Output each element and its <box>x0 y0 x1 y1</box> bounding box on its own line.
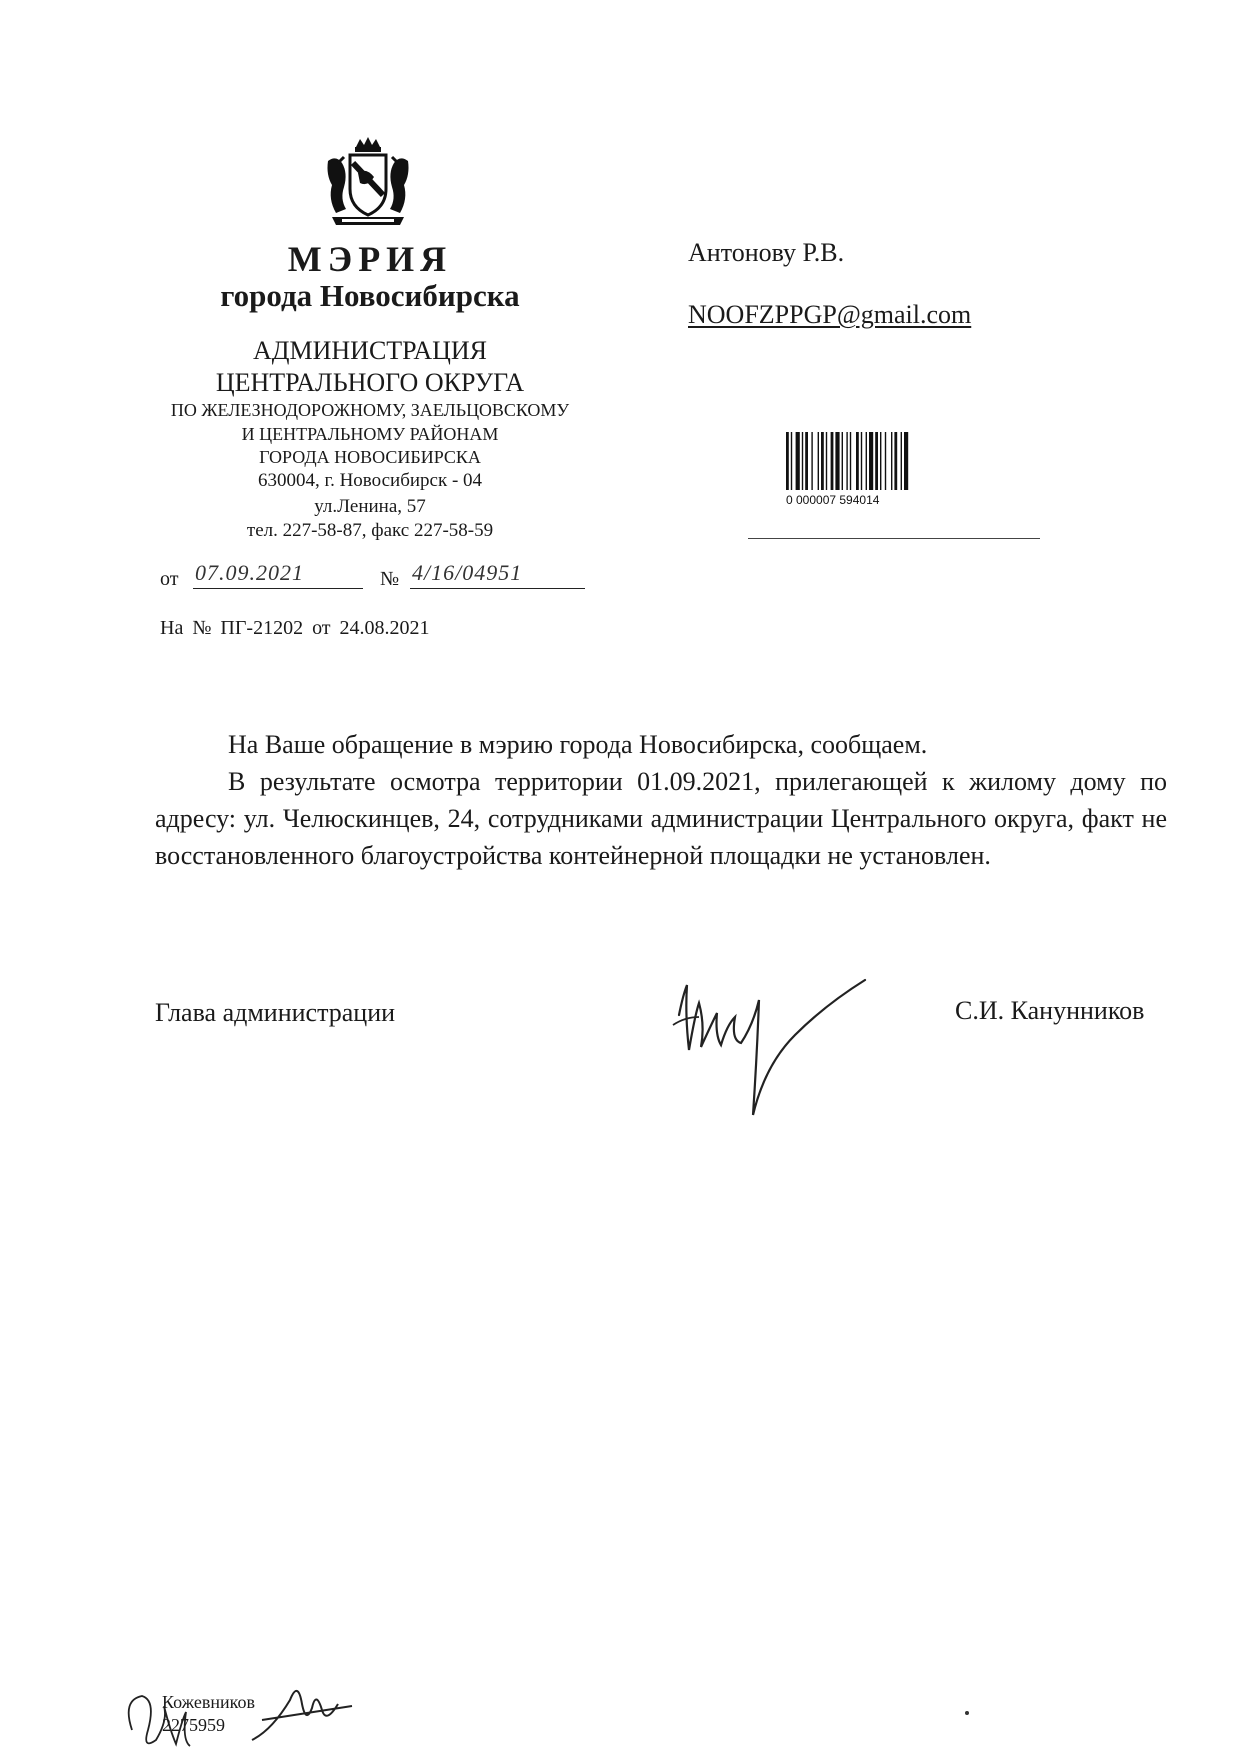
district-line: ГОРОДА НОВОСИБИРСКА <box>259 447 481 467</box>
body-paragraph: В результате осмотра территории 01.09.2021, прилегающей к жилому дому по адресу: ул. Челюскинцев, 24, сотрудниками администрации Центрального округа, факт не восстановленного благоустройства контейнерной площадки не установлен. <box>155 767 1167 870</box>
district-line: И ЦЕНТРАЛЬНОМУ РАЙОНАМ <box>241 424 499 444</box>
reference-line: На № ПГ-21202 от 24.08.2021 <box>160 617 430 639</box>
barcode-bar <box>796 432 800 490</box>
barcode-bar <box>869 432 873 490</box>
barcode-bar <box>811 432 812 490</box>
date-underline <box>193 588 363 589</box>
barcode-bar <box>831 432 834 490</box>
barcode-bar <box>904 432 908 490</box>
body-paragraph: На Ваше обращение в мэрию города Новосибирска, сообщаем. <box>228 730 928 759</box>
executor-name: Кожевников <box>162 1692 255 1712</box>
address-line: ул.Ленина, 57 <box>314 496 426 517</box>
signatory-role: Глава администрации <box>155 998 396 1027</box>
barcode-bar <box>866 432 867 490</box>
barcode-bar <box>786 432 789 490</box>
barcode-bar <box>818 432 819 490</box>
barcode-number: 0 000007 594014 <box>786 493 880 506</box>
barcode-bar <box>885 432 886 490</box>
barcode-bar <box>891 432 892 490</box>
outgoing-date: 07.09.2021 <box>195 560 304 585</box>
mayor-title: МЭРИЯ <box>287 239 453 279</box>
barcode-bar <box>846 432 847 490</box>
number-label: № <box>380 568 400 590</box>
mayor-city: города Новосибирска <box>220 278 520 313</box>
administration-title: АДМИНИСТРАЦИЯ <box>253 336 487 365</box>
from-label: от <box>160 568 179 590</box>
signature-icon <box>665 955 905 1135</box>
district-title: ЦЕНТРАЛЬНОГО ОКРУГА <box>215 368 525 397</box>
scan-dot <box>965 1711 969 1715</box>
address-line: 630004, г. Новосибирск - 04 <box>257 470 483 491</box>
barcode-bar <box>805 432 808 490</box>
barcode-bar <box>826 432 827 490</box>
executor-phone: 2275959 <box>162 1715 225 1735</box>
barcode-bar <box>880 432 881 490</box>
signatory-name: С.И. Канунников <box>955 996 1145 1025</box>
barcode-bar <box>802 432 803 490</box>
barcode-bar <box>850 432 851 490</box>
number-underline <box>410 588 585 589</box>
recipient-email: NOOFZPPGP@gmail.com <box>688 300 972 329</box>
barcode-bar <box>821 432 824 490</box>
barcode-bar <box>875 432 878 490</box>
barcode-bar <box>835 432 839 490</box>
barcode-bar <box>894 432 897 490</box>
barcode <box>786 432 968 506</box>
barcode-bar <box>791 432 792 490</box>
barcode-bar <box>856 432 859 490</box>
barcode-bar <box>861 432 862 490</box>
outgoing-number: 4/16/04951 <box>412 560 523 585</box>
barcode-bar <box>842 432 843 490</box>
coat-of-arms-icon <box>318 133 418 233</box>
phone-line: тел. 227-58-87, факс 227-58-59 <box>246 520 494 541</box>
executor-signature-icon <box>112 1660 412 1754</box>
district-line: ПО ЖЕЛЕЗНОДОРОЖНОМУ, ЗАЕЛЬЦОВСКОМУ <box>170 400 570 420</box>
barcode-bar <box>901 432 902 490</box>
recipient-name: Антонову Р.В. <box>688 238 845 267</box>
divider <box>748 538 1040 539</box>
